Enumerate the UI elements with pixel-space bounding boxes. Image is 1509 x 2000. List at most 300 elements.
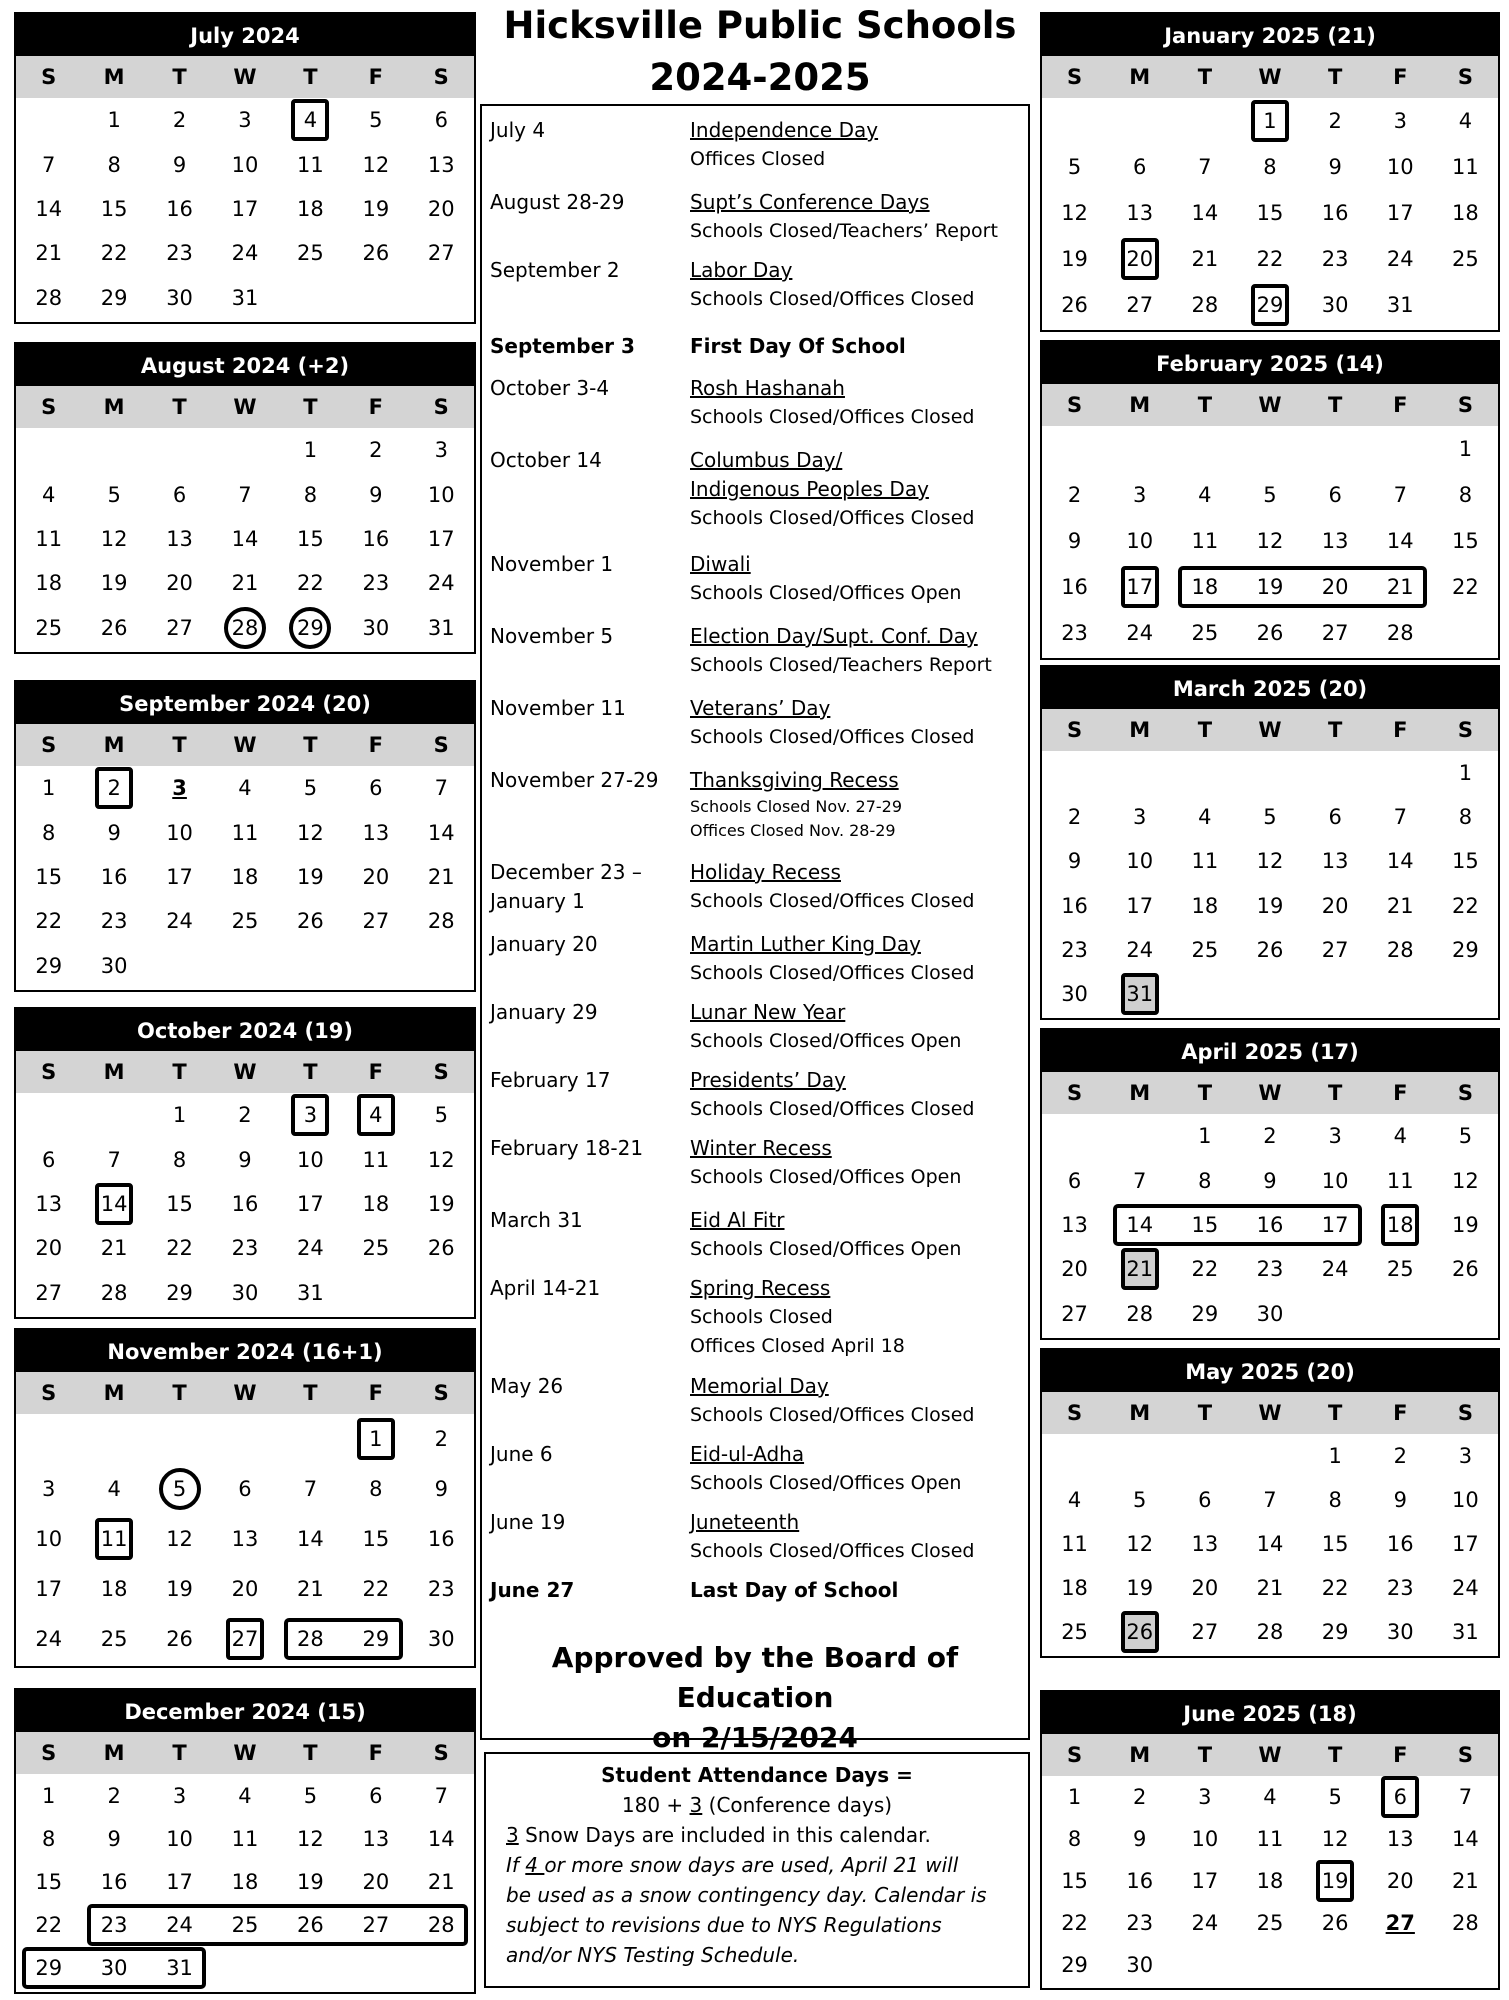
day-cell xyxy=(147,1137,212,1181)
day-number: 8 xyxy=(42,1826,56,1851)
day-number: 2 xyxy=(1263,1124,1277,1149)
day-number: 15 xyxy=(166,1191,193,1216)
day-number: 31 xyxy=(1121,973,1159,1015)
day-number: 31 xyxy=(166,1956,193,1981)
day-cell xyxy=(278,1774,343,1817)
day-number: 24 xyxy=(231,241,259,266)
day-number: 14 xyxy=(427,820,455,845)
weekday-label: S xyxy=(433,1741,449,1765)
day-number: 20 xyxy=(1061,1257,1088,1282)
day-cell xyxy=(1303,1478,1368,1522)
day-number: 26 xyxy=(1452,1257,1479,1282)
event-detail xyxy=(690,332,1030,361)
day-cell xyxy=(1042,1566,1107,1610)
day-number: 29 xyxy=(362,1627,390,1651)
day-cell xyxy=(147,1093,212,1137)
event-note: Schools Closed/Offices Open xyxy=(690,1030,962,1052)
day-cell xyxy=(1368,839,1433,883)
day-cell xyxy=(1303,426,1368,472)
day-cell xyxy=(1303,1158,1368,1202)
day-cell xyxy=(1368,1860,1433,1902)
day-number: 5 xyxy=(159,1468,201,1510)
day-number: 18 xyxy=(231,1869,259,1894)
day-cell xyxy=(1042,1610,1107,1654)
weekday-label: W xyxy=(1258,1081,1282,1105)
day-number: 5 xyxy=(303,1783,318,1808)
weekday-label: S xyxy=(433,395,449,419)
day-number: 11 xyxy=(1061,1532,1088,1556)
day-cell xyxy=(1368,518,1433,564)
weekday-label: T xyxy=(172,1381,187,1405)
day-cell xyxy=(1172,1434,1237,1478)
day-cell xyxy=(1107,1292,1172,1336)
day-number: 9 xyxy=(107,820,121,845)
weekday-label: W xyxy=(233,1060,257,1084)
day-number: 15 xyxy=(35,864,63,889)
day-cell xyxy=(16,1860,81,1903)
day-cell xyxy=(409,1860,474,1903)
day-cell xyxy=(147,1226,212,1270)
day-cell xyxy=(1237,236,1302,282)
day-cell xyxy=(1107,928,1172,972)
event-name: Eid Al Fitr xyxy=(690,1208,785,1232)
event-name: Last Day of School xyxy=(690,1578,899,1602)
day-cell xyxy=(1368,426,1433,472)
weekday-label: S xyxy=(1067,65,1083,89)
day-number: 26 xyxy=(1321,1911,1349,1935)
day-number: 17 xyxy=(297,1191,324,1216)
day-number: 26 xyxy=(1256,621,1284,645)
day-cell xyxy=(16,428,81,472)
day-number: 30 xyxy=(100,1956,128,1981)
weekday-label: T xyxy=(1197,718,1213,742)
day-cell xyxy=(212,1904,277,1947)
day-number: 27 xyxy=(1321,937,1349,962)
day-cell xyxy=(278,428,343,472)
day-number: 28 xyxy=(297,1627,324,1651)
day-cell xyxy=(409,1182,474,1226)
day-number: 3 xyxy=(1328,1124,1342,1149)
day-number: 29 xyxy=(289,607,331,649)
weekday-label: M xyxy=(1129,1401,1151,1425)
event-note: Schools Closed/Offices Open xyxy=(690,1238,962,1260)
day-cell xyxy=(343,1137,408,1181)
event-detail xyxy=(690,1508,1030,1566)
day-number: 25 xyxy=(1452,247,1479,271)
day-cell xyxy=(1433,1434,1498,1478)
day-number: 21 xyxy=(35,241,63,266)
day-number: 4 xyxy=(1458,109,1473,133)
day-number: 14 xyxy=(1452,1827,1479,1851)
day-cell xyxy=(1172,795,1237,839)
day-number: 9 xyxy=(1133,1827,1147,1851)
day-number: 26 xyxy=(166,1627,193,1651)
day-cell xyxy=(147,187,212,231)
event-detail xyxy=(690,1206,1030,1264)
day-cell xyxy=(212,1464,277,1514)
day-cell xyxy=(1303,928,1368,972)
contingency-note: If 4 or more snow days are used, April 21 will xyxy=(506,1853,959,1877)
day-cell xyxy=(147,810,212,854)
day-cell xyxy=(1303,751,1368,795)
day-number: 12 xyxy=(1256,529,1284,553)
day-cell xyxy=(1107,883,1172,927)
day-cell xyxy=(212,1774,277,1817)
day-number: 27 xyxy=(166,615,193,640)
day-cell xyxy=(1042,236,1107,282)
day-cell xyxy=(409,899,474,943)
day-cell xyxy=(212,855,277,899)
day-number: 29 xyxy=(35,953,63,978)
day-cell xyxy=(1107,1610,1172,1654)
day-cell xyxy=(212,766,277,810)
day-cell xyxy=(278,231,343,275)
day-cell xyxy=(212,561,277,605)
day-cell xyxy=(343,1226,408,1270)
day-cell xyxy=(147,276,212,320)
day-cell xyxy=(1433,1902,1498,1944)
day-number: 25 xyxy=(1386,1257,1414,1282)
day-cell xyxy=(343,98,408,142)
day-cell xyxy=(81,766,146,810)
month-title: November 2024 (16+1) xyxy=(16,1330,474,1372)
day-number: 10 xyxy=(1191,1827,1219,1851)
day-number: 4 xyxy=(238,776,252,801)
day-cell xyxy=(1303,1818,1368,1860)
day-cell xyxy=(16,1564,81,1614)
day-number: 6 xyxy=(369,776,383,801)
weekday-label: T xyxy=(303,1741,318,1765)
weekday-label: S xyxy=(1457,1743,1473,1767)
day-cell xyxy=(1368,1818,1433,1860)
day-number: 3 xyxy=(1393,109,1407,133)
weekday-label: S xyxy=(41,1741,57,1765)
day-number: 2 xyxy=(1067,805,1082,830)
approval-note: Approved by the Board of Education on 2/15/2024 xyxy=(551,1641,959,1754)
event-note: Schools Closed/Offices Closed xyxy=(690,1404,975,1426)
day-cell xyxy=(147,1904,212,1947)
day-number: 17 xyxy=(35,1577,63,1601)
day-number: 29 xyxy=(1321,1620,1349,1644)
day-cell xyxy=(1107,1776,1172,1818)
day-number: 30 xyxy=(1126,1953,1154,1977)
event-name: Eid-ul-Adha xyxy=(690,1442,805,1466)
day-cell xyxy=(212,1271,277,1315)
day-number: 1 xyxy=(107,108,121,133)
day-number: 19 xyxy=(100,571,128,596)
day-number: 16 xyxy=(1321,201,1349,225)
day-cell xyxy=(409,1464,474,1514)
day-number: 21 xyxy=(297,1577,324,1601)
day-cell xyxy=(212,1817,277,1860)
day-number: 7 xyxy=(107,1147,121,1172)
weekday-header xyxy=(1042,56,1498,98)
day-number: 6 xyxy=(172,482,187,507)
day-cell xyxy=(1433,1114,1498,1158)
day-cell xyxy=(343,1182,408,1226)
day-number: 6 xyxy=(1328,805,1342,830)
day-number: 19 xyxy=(1256,575,1284,599)
weekday-label: F xyxy=(368,733,383,757)
day-number: 15 xyxy=(1191,1212,1219,1237)
day-number: 19 xyxy=(427,1191,455,1216)
day-cell xyxy=(1042,472,1107,518)
day-number: 11 xyxy=(1386,1168,1414,1193)
day-cell xyxy=(1237,839,1302,883)
day-number: 8 xyxy=(107,152,121,177)
day-number: 10 xyxy=(166,1826,193,1851)
day-cell xyxy=(16,810,81,854)
day-number: 8 xyxy=(303,482,318,507)
day-cell xyxy=(1172,1247,1237,1291)
day-cell xyxy=(409,1614,474,1664)
day-cell xyxy=(212,1093,277,1137)
day-number: 2 xyxy=(434,1427,448,1451)
day-cell xyxy=(147,472,212,516)
day-number: 29 xyxy=(1452,937,1479,962)
day-number: 30 xyxy=(1321,293,1349,317)
day-cell xyxy=(409,1817,474,1860)
day-number: 30 xyxy=(231,1280,259,1305)
day-cell xyxy=(16,1414,81,1464)
day-cell xyxy=(1303,1247,1368,1291)
day-number: 2 xyxy=(172,108,187,133)
day-cell xyxy=(1433,1818,1498,1860)
day-number: 15 xyxy=(35,1869,63,1894)
day-cell xyxy=(1433,564,1498,610)
month-title: September 2024 (20) xyxy=(16,682,474,724)
day-cell xyxy=(81,944,146,988)
day-number: 4 xyxy=(238,1783,252,1808)
day-cell xyxy=(1042,1158,1107,1202)
day-number: 4 xyxy=(1198,483,1212,507)
day-number: 27 xyxy=(427,241,455,266)
day-cell xyxy=(1042,1203,1107,1247)
day-number: 28 xyxy=(1386,621,1414,645)
day-cell xyxy=(16,472,81,516)
day-cell xyxy=(212,231,277,275)
day-number: 9 xyxy=(1067,849,1082,874)
day-cell xyxy=(1433,1203,1498,1247)
day-cell xyxy=(278,561,343,605)
day-number: 23 xyxy=(100,909,128,934)
day-cell xyxy=(1237,1203,1302,1247)
day-cell xyxy=(147,561,212,605)
day-cell xyxy=(16,276,81,320)
day-cell xyxy=(147,1614,212,1664)
event-note: Schools Closed xyxy=(690,1306,833,1328)
day-cell xyxy=(1368,236,1433,282)
day-cell xyxy=(1172,839,1237,883)
revision-note: subject to revisions due to NYS Regulations xyxy=(506,1913,942,1937)
day-cell xyxy=(147,1514,212,1564)
day-cell xyxy=(212,1614,277,1664)
day-number: 23 xyxy=(1061,937,1088,962)
day-number: 1 xyxy=(1458,437,1473,461)
day-cell xyxy=(1433,839,1498,883)
day-cell xyxy=(1107,190,1172,236)
day-cell xyxy=(1303,1203,1368,1247)
day-cell xyxy=(147,855,212,899)
day-cell xyxy=(147,766,212,810)
day-number: 14 xyxy=(1191,201,1219,225)
day-cell xyxy=(278,1514,343,1564)
day-cell xyxy=(147,517,212,561)
day-cell xyxy=(409,1137,474,1181)
day-number: 14 xyxy=(1126,1212,1154,1237)
day-cell xyxy=(278,1860,343,1903)
calendar-aug xyxy=(14,342,476,654)
day-number: 1 xyxy=(42,776,56,801)
day-number: 31 xyxy=(1452,1620,1479,1644)
day-cell xyxy=(1237,1522,1302,1566)
month-title: October 2024 (19) xyxy=(16,1009,474,1051)
day-number: 10 xyxy=(297,1147,324,1172)
day-number: 3 xyxy=(1133,483,1147,507)
contingency-note-2: be used as a snow contingency day. Calendar is xyxy=(506,1883,987,1907)
day-cell xyxy=(16,899,81,943)
event-date: May 26 xyxy=(490,1374,564,1398)
day-number: 21 xyxy=(100,1236,128,1261)
day-number: 13 xyxy=(231,1527,259,1551)
weekday-label: W xyxy=(233,1741,257,1765)
day-cell xyxy=(1303,1522,1368,1566)
day-number: 28 xyxy=(1452,1911,1479,1935)
day-cell xyxy=(278,1614,343,1664)
day-cell xyxy=(1368,1158,1433,1202)
day-cell xyxy=(1042,1292,1107,1336)
event-note: Schools Closed/Teachers’ Report xyxy=(690,220,998,242)
day-number: 21 xyxy=(427,1869,455,1894)
weekday-label: S xyxy=(1457,1081,1473,1105)
day-cell xyxy=(1368,1902,1433,1944)
day-cell xyxy=(16,1093,81,1137)
day-cell xyxy=(212,98,277,142)
day-cell xyxy=(1237,564,1302,610)
day-cell xyxy=(81,1226,146,1270)
day-cell xyxy=(1042,518,1107,564)
day-number: 31 xyxy=(1386,293,1414,317)
day-cell xyxy=(278,472,343,516)
weekday-label: W xyxy=(1258,1743,1282,1767)
day-cell xyxy=(278,1182,343,1226)
day-cell xyxy=(1237,1902,1302,1944)
day-cell xyxy=(278,766,343,810)
day-cell xyxy=(1172,282,1237,328)
event-note: Schools Closed/Offices Closed xyxy=(690,507,975,529)
day-number: 25 xyxy=(231,1913,259,1938)
event-date: February 18-21 xyxy=(490,1136,644,1160)
calendar-oct xyxy=(14,1007,476,1319)
event-detail xyxy=(690,374,1030,432)
day-number: 30 xyxy=(1386,1620,1414,1644)
day-cell xyxy=(1107,1566,1172,1610)
day-number: 21 xyxy=(1121,1248,1159,1290)
day-cell xyxy=(278,899,343,943)
day-number: 17 xyxy=(1191,1869,1219,1893)
weekday-label: S xyxy=(1457,1401,1473,1425)
day-number: 27 xyxy=(362,1913,390,1938)
day-number: 12 xyxy=(297,820,324,845)
day-number: 23 xyxy=(1386,1576,1414,1600)
day-cell xyxy=(212,142,277,186)
day-cell xyxy=(1368,1522,1433,1566)
day-number: 16 xyxy=(1126,1869,1154,1893)
day-number: 3 xyxy=(291,1094,329,1136)
day-cell xyxy=(1237,144,1302,190)
day-number: 4 xyxy=(42,482,56,507)
day-number: 16 xyxy=(231,1191,259,1216)
day-cell xyxy=(1107,1522,1172,1566)
month-title: January 2025 (21) xyxy=(1042,14,1498,56)
day-number: 29 xyxy=(166,1280,193,1305)
day-cell xyxy=(1303,472,1368,518)
day-number: 13 xyxy=(1386,1827,1414,1851)
event-name: Martin Luther King Day xyxy=(690,932,921,956)
day-number: 21 xyxy=(1386,893,1414,918)
weekday-label: M xyxy=(1129,65,1151,89)
day-number: 20 xyxy=(1121,238,1159,280)
weekday-label: F xyxy=(368,1741,383,1765)
event-note: Schools Closed/Offices Open xyxy=(690,1472,962,1494)
day-cell xyxy=(81,1817,146,1860)
weekday-label: T xyxy=(1197,1401,1213,1425)
day-number: 18 xyxy=(297,196,324,221)
day-number: 13 xyxy=(427,152,455,177)
day-cell xyxy=(16,855,81,899)
day-number: 18 xyxy=(1452,201,1479,225)
calendar-jan xyxy=(1040,12,1500,332)
day-number: 16 xyxy=(1256,1212,1284,1237)
day-number: 17 xyxy=(166,864,193,889)
day-cell xyxy=(16,517,81,561)
day-cell xyxy=(1368,883,1433,927)
day-cell xyxy=(16,1464,81,1514)
weekday-header xyxy=(1042,709,1498,751)
day-cell xyxy=(1237,1292,1302,1336)
weekday-label: F xyxy=(1393,65,1408,89)
day-number: 9 xyxy=(1263,1168,1277,1193)
day-cell xyxy=(81,1514,146,1564)
day-number: 9 xyxy=(1328,155,1342,179)
weekday-label: F xyxy=(1393,718,1408,742)
event-note: Schools Closed/Offices Closed xyxy=(690,726,975,748)
event-detail xyxy=(690,1372,1030,1430)
calendar-apr xyxy=(1040,1028,1500,1340)
day-number: 21 xyxy=(231,571,259,596)
weekday-label: M xyxy=(1129,718,1151,742)
weekday-label: S xyxy=(1067,1081,1083,1105)
day-cell xyxy=(1368,795,1433,839)
day-number: 30 xyxy=(1256,1301,1284,1326)
day-number: 25 xyxy=(35,615,63,640)
event-note: Schools Closed/Offices Closed xyxy=(690,890,975,912)
day-cell xyxy=(212,606,277,650)
day-number: 28 xyxy=(1386,937,1414,962)
weekday-label: M xyxy=(1129,1743,1151,1767)
day-cell xyxy=(212,1137,277,1181)
day-number: 2 xyxy=(1328,109,1342,133)
day-number: 3 xyxy=(172,1783,187,1808)
day-cell xyxy=(1237,190,1302,236)
event-detail xyxy=(690,1440,1030,1498)
day-number: 12 xyxy=(1321,1827,1349,1851)
day-cell xyxy=(1368,190,1433,236)
day-number: 20 xyxy=(362,1869,390,1894)
month-title: July 2024 xyxy=(16,14,474,56)
day-number: 3 xyxy=(1133,805,1147,830)
event-date: November 1 xyxy=(490,552,614,576)
